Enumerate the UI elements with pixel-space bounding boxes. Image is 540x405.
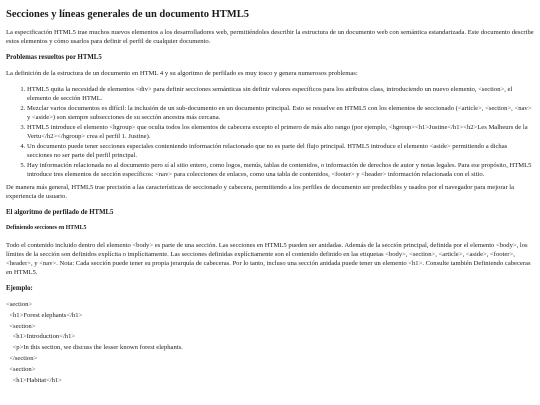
code-line: <h1>Habitat</h1> [6, 376, 62, 384]
code-line: <section> [6, 365, 36, 373]
document-title: Secciones y líneas generales de un documento HTML5 [6, 9, 249, 20]
algorithm-heading: El algoritmo de perfilado de HTML5 [6, 209, 114, 216]
defining-sections-heading: Definiendo secciones en HTML5 [6, 225, 87, 231]
code-line: <section> [6, 322, 36, 330]
code-example [6, 300, 534, 386]
intro-paragraph: La especificación HTML5 trae muchos nuevos elementos a los desarrolladores web, permitiéndoles describir la estructura de un documento web con semántica estandarizada. Este documento describe estos elementos y cómo usarlos para definir el perfil de cualquier documento. [6, 29, 534, 45]
defining-sections-paragraph: Todo el contenido incluido dentro del elemento <body> es parte de una sección. Las secciones en HTML5 pueden ser anidadas. Además de la sección principal, definida por el elemento <body>, los límites de la sección son definidos explícita o implícitamente. Las secciones definidas explícitamente son el contenido definido en las etiquetas <body>, <section>, <article>, <aside>, <footer>, <header>, y <nav>. Nota: Cada sección puede tener su propia jerarquía de cabeceras. Por lo tanto, incluso una sección anidada puede tener un elemento <h1>. Consulte también Definiendo cabeceras en HTML5. [6, 242, 531, 276]
example-heading: Ejemplo: [6, 285, 33, 292]
list-item: 1. HTML5 quita la necesidad de elementos <div> para definir secciones semánticas sin definir valores específicos para los atributos class, introduciendo un nuevo elemento, <section>, el elemento de sección HTML. [27, 85, 534, 103]
code-line: <section> [6, 301, 33, 308]
problems-heading: Problemas resueltos por HTML5 [6, 54, 102, 61]
problems-list [6, 85, 534, 179]
code-line: <h1>Introduction</h1> [6, 333, 76, 341]
list-item: 3. HTML5 introduce el elemento <hgroup> que oculta todos los elementos de cabecera excepto el primero de más alto rango (por ejemplo, <hgroup><h1>Justine</h1><h2>Les Malheurs de la Vertu</h2></hgroup> crea el perfil 1. Justine). [27, 123, 534, 141]
code-line: </section> [6, 354, 38, 362]
list-item: 2. Mezclar varios documentos es difícil: la inclusión de un sub-documento en un documento principal. Esto se resuelve en HTML5 con los elementos de seccionado (<article>, <section>, <nav> y <aside>) son siempre subsecciones de su sección ancestra más cercana. [27, 104, 534, 122]
list-item: 5. Hay información relacionada no al documento pero sí al sitio entero, como logos, menús, tablas de contenidos, o información de derechos de autor y notas legales. Para ese propósito, HTML5 introduce tres elementos de sección específicos: <nav> para colecciones de enlaces, como una tabla de contenidos, <footer> y <header> información relacionada con el sitio. [27, 161, 534, 179]
problems-intro-paragraph: La definición de la estructura de un documento en HTML 4 y su algoritmo de perfilado es muy tosco y genera numerosos problemas: [6, 70, 358, 77]
code-line: <h1>Forest elephants</h1> [6, 311, 83, 319]
code-line: <p>In this section, we discuss the lesser known forest elephants. [6, 344, 183, 352]
summary-paragraph: De manera más general, HTML5 trae precisión a las características de seccionado y cabecera, permitiendo a los perfiles de documento ser predecibles y usados por el navegador para mejorar la experiencia de usuario. [6, 184, 515, 200]
list-item: 4. Un documento puede tener secciones especiales conteniendo información relacionado que no es parte del flujo principal. HTML5 introduce el elemento <aside> permitiendo a dichas secciones no ser parte del perfil principal. [27, 142, 534, 160]
